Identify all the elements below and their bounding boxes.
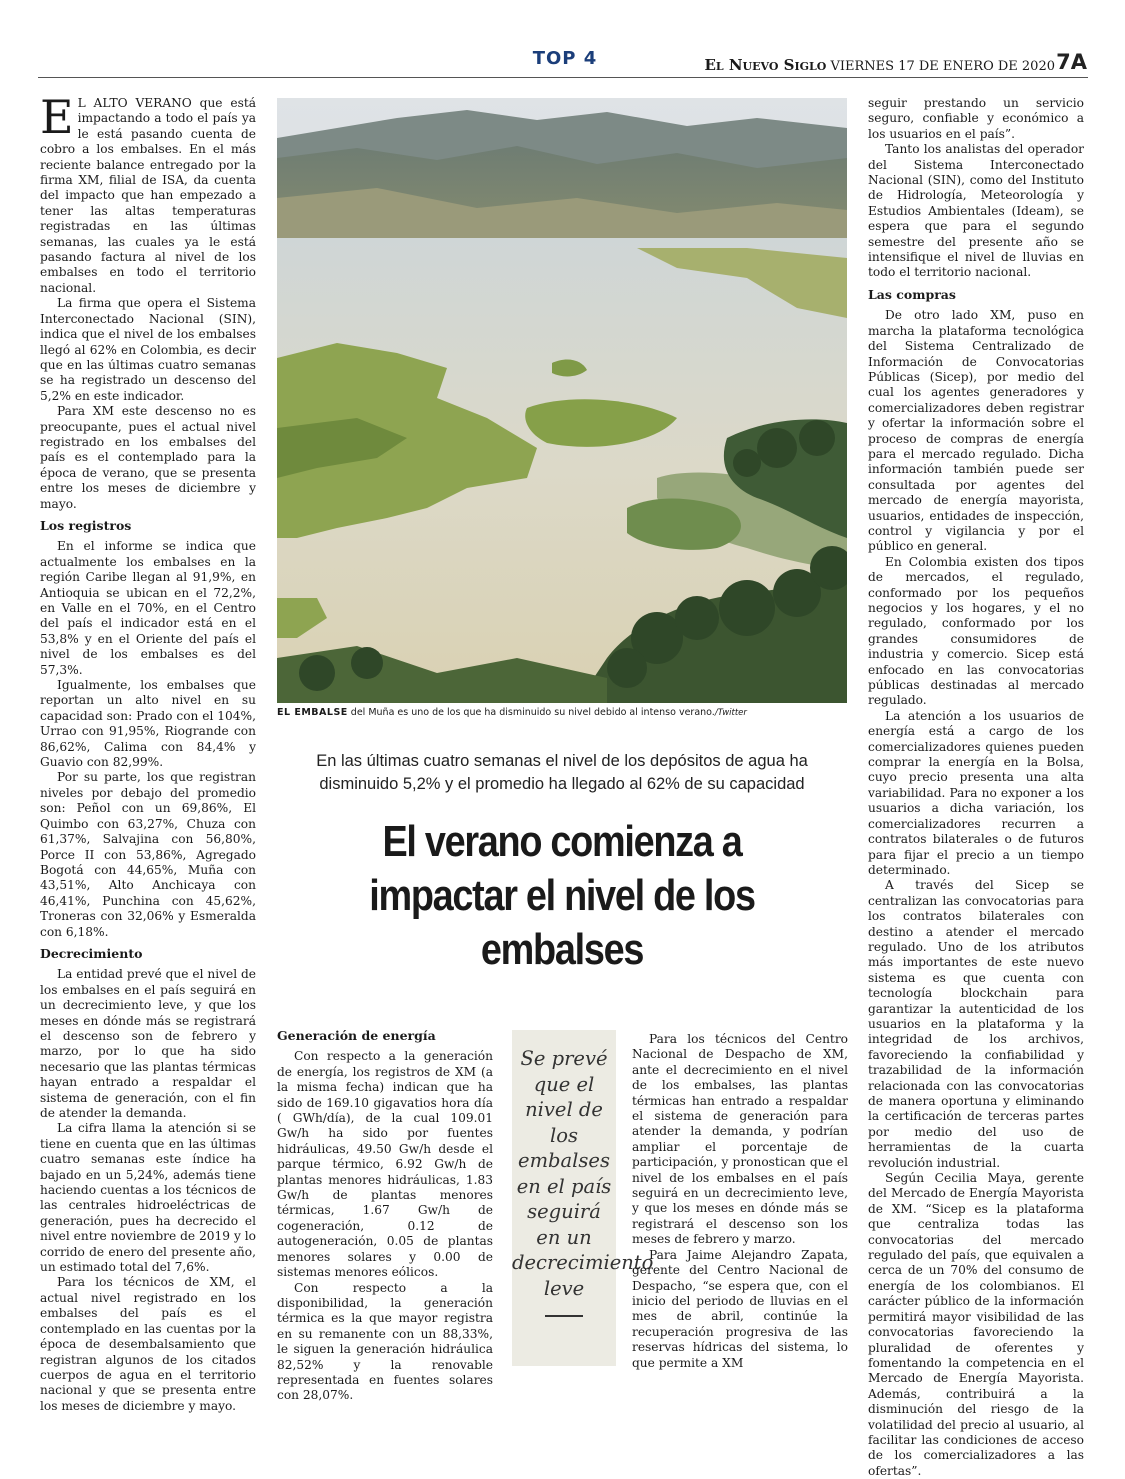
- article-column-2: [277, 1022, 493, 1404]
- subhead-decrecimiento: Decrecimiento: [40, 945, 143, 961]
- paragraph: La entidad prevé que el nivel de los embalses en el país seguirá en un decrecimiento leve, y que los meses en dónde más se registrará el descenso son de febrero y marzo, por lo que ha sido necesario que las plantas térmicas hayan entrado a respaldar el sistema de generación, con el fin de atender la demanda.: [40, 967, 256, 1120]
- paragraph: En Colombia existen dos tipos de mercados, el regulado, conformado por los pequeños negocios y los hogares, y el no regulado, conformado por los grandes consumidores de industria y comercio. Sicep está enfocado en las convocatorias públicas destinadas al mercado regulado.: [868, 554, 1084, 708]
- reservoir-landscape-image: [277, 98, 847, 703]
- caption-lead: EL EMBALSE: [277, 707, 348, 718]
- pull-quote: [512, 1030, 654, 1366]
- issue-date: VIERNES 17 DE ENERO DE 2020: [830, 59, 1055, 74]
- photo-credit: /Twitter: [714, 708, 747, 718]
- paragraph: De otro lado XM, puso en marcha la plataforma tecnológica del Sistema Centralizado de Información de Convocatorias Públicas (Sicep), por medio del cual los agentes generadores y comercializadores deben registrar y ofertar la información sobre el proceso de compras de energía para el mercado regulado. Dicha información también puede ser consultada por agentes del mercado de energía mayorista, usuarios, entidades de inspección, control y vigilancia y por el público en general.: [868, 308, 1084, 554]
- lead-paragraph: E L ALTO VERANO que está impactando a todo el país ya le está pasando cuenta de cobro a los embalses. En el más reciente balance entregado por la firma XM, filial de ISA, da cuenta del impacto que han empezado a tener las altas temperaturas registradas en las últimas semanas, las cuales ya le está pasando factura al nivel de los embalses en todo el territorio nacional.: [40, 90, 256, 295]
- paragraph: En el informe se indica que actualmente los embalses en la región Caribe llegan al 91,9%, en Antioquia se ubican en el 72,2%, en Valle en el 70%, en el Centro del país el indicador está en el 53,8% y en el Oriente del país el nivel de los embalses es del 57,3%.: [40, 539, 256, 677]
- pull-quote-text: Se prevé que el nivel de los embalses en el país seguirá en un decrecimiento leve: [512, 1047, 654, 1300]
- paragraph: Por su parte, los que registran niveles por debajo del promedio son: Peñol con un 69,86%, El Quimbo con 63,27%, Chuza con 61,37%, Salvajina con 56,80%, Porce II con 53,86%, Agregado Bogotá con 44,65%, Muña con 43,51%, Alto Anchicaya con 46,41%, Punchina con 45,62%, Troneras con 32,06% y Esmeralda con 6,18%.: [40, 770, 256, 939]
- page-number: 7A: [1056, 50, 1087, 74]
- header-rule: [38, 77, 1088, 78]
- paragraph: Para los técnicos de XM, el actual nivel registrado en los embalses del país es el contemplado en las cuentas por la época de desembalsamiento que registran algunos de los citados cuerpos de agua en el territorio nacional y que se presenta entre los meses de diciembre y mayo.: [40, 1275, 256, 1413]
- section-tag: TOP 4: [532, 48, 598, 69]
- masthead-logo: El Nuevo Siglo: [704, 56, 827, 74]
- paragraph: Con respecto a la disponibilidad, la generación térmica es la que mayor registra en su remanente con un 88,33%, le siguen la generación hidráulica 82,52% y la renovable representada en fuentes solares con 28,07%.: [277, 1280, 493, 1403]
- paragraph: Para Jaime Alejandro Zapata, gerente del Centro Nacional de Despacho, “se espera que, con el inicio del periodo de lluvias en el mes de abril, continúe la recuperación progresiva de las reservas hídricas del sistema, lo que permite a XM: [632, 1247, 848, 1370]
- article-headline: El verano comienza a impactar el nivel de los embalses: [369, 817, 755, 974]
- subhead-registros: Los registros: [40, 517, 132, 533]
- drop-cap: E: [40, 90, 74, 144]
- article-column-4: [868, 96, 1084, 1479]
- photo-caption: [277, 707, 847, 718]
- article-column-1: [40, 90, 256, 1414]
- masthead: [704, 56, 1055, 74]
- paragraph: seguir prestando un servicio seguro, confiable y económico a los usuarios en el país”.: [868, 96, 1084, 141]
- subhead-compras: Las compras: [868, 286, 956, 302]
- paragraph: La atención a los usuarios de energía está a cargo de los comercializadores quienes pueden comprar la energía en la Bolsa, cuyo precio presenta una alta variabilidad. Para no exponer a los usuarios a dicha variación, los comercializadores recurren a contratos bilaterales o de futuros para fijar el precio a un tiempo determinado.: [868, 708, 1084, 877]
- paragraph: Igualmente, los embalses que reportan un alto nivel en su capacidad son: Prado con el 104%, Urrao con 91,95%, Riogrande con 86,62%, Calima con 84,4% y Guavio con 82,99%.: [40, 678, 256, 770]
- subhead-generacion: Generación de energía: [277, 1028, 436, 1043]
- paragraph: Para XM este descenso no es preocupante, pues el actual nivel registrado en los embalses del país es el contemplado para la época de verano, que se presenta entre los meses de diciembre y mayo.: [40, 404, 256, 511]
- paragraph: La firma que opera el Sistema Interconectado Nacional (SIN), indica que el nivel de los embalses llegó al 62% en Colombia, es decir que en las últimas cuatro semanas se ha registrado un descenso del 5,2% en este indicador.: [40, 296, 256, 403]
- paragraph: Con respecto a la generación de energía, los registros de XM (a la misma fecha) indican que ha sido de 169.10 gigavatios hora día ( GWh/día), de la cual 109.01 Gw/h ha sido por fuentes hidráulicas, 49.50 Gw/h desde el parque térmico, 6.92 Gw/h de plantas menores hidráulicas, 1.83 Gw/h de plantas menores térmicas, 1.67 Gw/h de cogeneración, 0.12 de autogeneración, 0.05 de plantas menores solares y 0.00 de sistemas menores eólicos.: [277, 1049, 493, 1280]
- paragraph: Tanto los analistas del operador del Sistema Interconectado Nacional (SIN), como del Instituto de Hidrología, Meteorología y Estudios Ambientales (Ideam), se espera que para el segundo semestre del presente año se intensifique el nivel de lluvias en todo el territorio nacional.: [868, 142, 1084, 280]
- caption-text: del Muña es uno de los que ha disminuido su nivel debido al intenso verano.: [347, 707, 715, 718]
- article-deck: En las últimas cuatro semanas el nivel de los depósitos de agua ha disminuido 5,2% y el promedio ha llegado al 62% de su capacidad: [316, 752, 808, 793]
- article-column-3: [632, 1032, 848, 1371]
- reservoir-photo: [277, 98, 847, 703]
- paragraph: La cifra llama la atención si se tiene en cuenta que en las últimas cuatro semanas este índice ha bajado en un 5,24%, además tiene haciendo cuentas a los técnicos de las centrales hidroeléctricas de generación, pues ha decrecido el nivel entre noviembre de 2019 y lo corrido de enero del presente año, un estimado total del 7,6%.: [40, 1121, 256, 1275]
- paragraph: Para los técnicos del Centro Nacional de Despacho de XM, ante el decrecimiento en el nivel de los embalses, las plantas térmicas han entrado a respaldar el sistema de generación para atender la demanda, y podrían ampliar el porcentaje de participación, y pronostican que el nivel de los embalses en el país seguirá en un decrecimiento leve, y que los meses en dónde más se registrará el descenso son los meses de febrero y marzo.: [632, 1032, 848, 1247]
- paragraph: Según Cecilia Maya, gerente del Mercado de Energía Mayorista de XM. “Sicep es la plataforma que centraliza todas las convocatorias del mercado regulado del país, que equivalen a cerca de un 70% del consumo de energía de los colombianos. El carácter público de la información permitirá mayor visibilidad de las convocatorias favoreciendo la pluralidad de oferentes y fomentando la competencia en el Mercado de Energía Mayorista. Además, contribuirá a la disminución del riesgo de la volatilidad del precio al usuario, al facilitar las condiciones de acceso de los comercializadores a las ofertas”.: [868, 1171, 1084, 1478]
- pull-quote-rule: [545, 1315, 583, 1317]
- paragraph: A través del Sicep se centralizan las convocatorias para los contratos bilaterales con destino a atender el mercado regulado. Uno de los atributos más importantes de este nuevo sistema es que cuenta con tecnología blockchain para garantizar la autenticidad de los usuarios en la plataforma y la integridad de los archivos, favoreciendo la confiabilidad y trazabilidad de la información relacionada con las convocatorias de manera oportuna y eliminando la certificación de terceras partes por medio del uso de herramientas de la cuarta revolución industrial.: [868, 878, 1084, 1170]
